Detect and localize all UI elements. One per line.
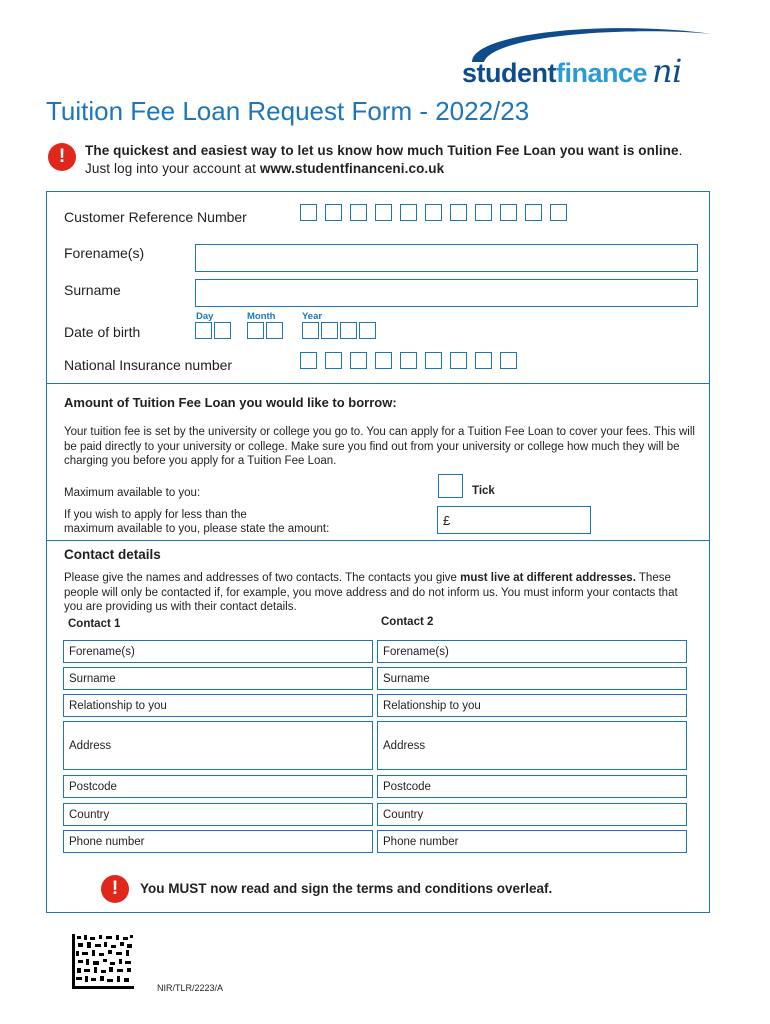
field-label: Forename(s) [69,645,135,658]
contact1-surname-field[interactable] [63,667,373,690]
crn-digit-box[interactable] [475,204,492,221]
dob-digit-box[interactable] [195,322,212,339]
intro-normal: . Just log into your account at [85,143,683,176]
dob-digit-box[interactable] [321,322,338,339]
logo-text-finance: finance [556,58,648,88]
field-label: Forename(s) [383,645,449,658]
ni-char-box[interactable] [375,352,392,369]
dob-digit-box[interactable] [214,322,231,339]
contact-paragraph [64,571,684,615]
max-available-label: Maximum available to you: [64,487,201,499]
contact-heading: Contact details [64,547,161,562]
contact1-phone-field[interactable] [63,830,373,853]
crn-digit-box[interactable] [325,204,342,221]
field-label: Surname [383,672,430,685]
dob-month-input[interactable] [247,322,283,339]
section-divider [46,383,710,384]
contact2-address-field[interactable] [377,721,687,770]
contact2-heading: Contact 2 [381,616,434,628]
student-finance-ni-logo [432,22,722,92]
contact2-postcode-field[interactable] [377,775,687,798]
field-label: Postcode [383,780,431,793]
logo-text-student: student [462,58,556,88]
form-id: NIR/TLR/2223/A [157,983,224,993]
dob-day-input[interactable] [195,322,231,339]
surname-field[interactable] [195,279,698,307]
contact1-relationship-field[interactable] [63,694,373,717]
dob-digit-box[interactable] [359,322,376,339]
dob-month-label: Month [247,311,276,322]
contact2-forename-field[interactable] [377,640,687,663]
dob-label: Date of birth [64,324,141,340]
dob-digit-box[interactable] [266,322,283,339]
ni-char-box[interactable] [350,352,367,369]
max-available-tick-box[interactable] [438,474,463,498]
less-amount-label-1: If you wish to apply for less than the [64,509,247,521]
crn-digit-box[interactable] [450,204,467,221]
contact2-surname-field[interactable] [377,667,687,690]
section-divider [46,540,710,541]
field-label: Country [383,808,424,821]
field-label: Address [383,739,426,752]
crn-digit-box[interactable] [550,204,567,221]
field-label: Phone number [383,835,459,848]
crn-digit-box[interactable] [425,204,442,221]
dob-digit-box[interactable] [302,322,319,339]
contact1-postcode-field[interactable] [63,775,373,798]
crn-digit-box[interactable] [525,204,542,221]
ni-char-box[interactable] [450,352,467,369]
intro-text [85,142,685,178]
currency-symbol: £ [443,512,451,528]
field-label: Address [69,739,112,752]
ni-char-box[interactable] [325,352,342,369]
contact2-phone-field[interactable] [377,830,687,853]
contact-para-1: Please give the names and addresses of two contacts. The contacts you give [64,572,461,584]
exclamation-icon: ! [48,143,76,171]
dob-year-label: Year [302,311,323,322]
forename-label: Forename(s) [64,245,145,261]
dob-year-input[interactable] [302,322,376,339]
contact1-heading: Contact 1 [68,618,121,630]
amount-field[interactable] [437,506,591,534]
field-label: Relationship to you [383,699,481,712]
ni-char-box[interactable] [300,352,317,369]
page-title: Tuition Fee Loan Request Form - 2022/23 [46,96,530,126]
contact-para-bold: must live at different addresses. [460,572,636,584]
contact1-forename-field[interactable] [63,640,373,663]
field-label: Phone number [69,835,145,848]
intro-bold: The quickest and easiest way to let us know how much Tuition Fee Loan you want is online [85,143,679,158]
loan-paragraph: Your tuition fee is set by the university or college you go to. You can apply for a Tuition Fee Loan to cover your fees. This will be paid directly to your university or college. Make sure you find out from your university or college how much they will be charging you before you apply for a Tuition Fee Loan. [64,426,695,467]
barcode-icon [72,934,134,989]
tick-label: Tick [472,485,495,497]
contact1-country-field[interactable] [63,803,373,826]
field-label: Country [69,808,110,821]
crn-input[interactable] [300,204,567,221]
crn-digit-box[interactable] [500,204,517,221]
logo-text-ni: ni [652,52,682,90]
terms-notice: You MUST now read and sign the terms and conditions overleaf. [140,881,553,896]
ni-label: National Insurance number [64,357,233,373]
less-amount-label-2: maximum available to you, please state the amount: [64,523,330,535]
crn-digit-box[interactable] [350,204,367,221]
loan-heading: Amount of Tuition Fee Loan you would like to borrow: [64,395,397,410]
dob-digit-box[interactable] [247,322,264,339]
contact2-country-field[interactable] [377,803,687,826]
ni-input[interactable] [300,352,517,369]
dob-digit-box[interactable] [340,322,357,339]
field-label: Postcode [69,780,117,793]
ni-char-box[interactable] [475,352,492,369]
contact2-relationship-field[interactable] [377,694,687,717]
contact-para-2: These people will only be contacted if, for example, you move address and do not inform us. You must inform your contacts that you are providing us with their contact details. [64,572,678,613]
ni-char-box[interactable] [400,352,417,369]
field-label: Surname [69,672,116,685]
crn-label: Customer Reference Number [64,209,247,225]
dob-day-label: Day [196,311,214,322]
crn-digit-box[interactable] [400,204,417,221]
surname-label: Surname [64,282,121,298]
crn-digit-box[interactable] [300,204,317,221]
ni-char-box[interactable] [500,352,517,369]
intro-url-link[interactable]: www.studentfinanceni.co.uk [259,161,445,176]
exclamation-icon: ! [101,875,129,903]
ni-char-box[interactable] [425,352,442,369]
forename-field[interactable] [195,244,698,272]
field-label: Relationship to you [69,699,167,712]
contact1-address-field[interactable] [63,721,373,770]
crn-digit-box[interactable] [375,204,392,221]
